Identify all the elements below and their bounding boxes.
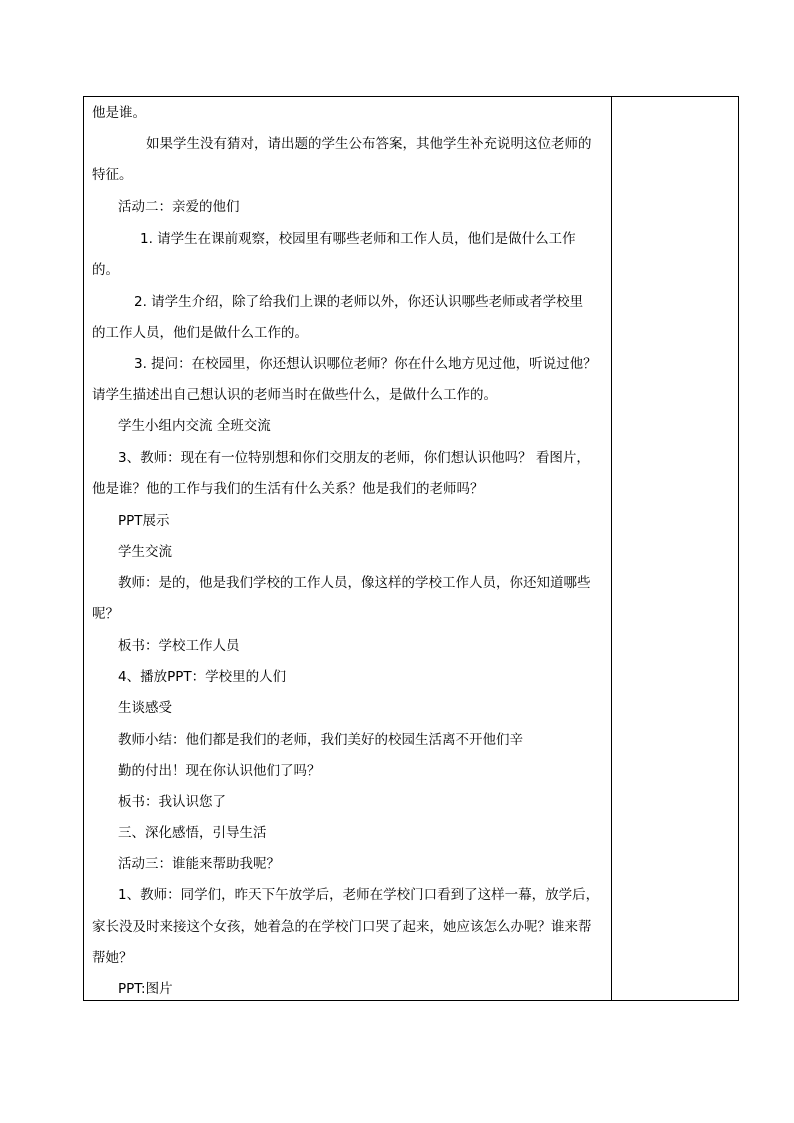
text-line: 三、深化感悟，引导生活 — [118, 825, 267, 841]
notes-cell — [612, 97, 738, 1000]
text-line: 活动三：谁能来帮助我呢？ — [118, 856, 280, 872]
text-line: 他是谁？他的工作与我们的生活有什么关系？他是我们的老师吗？ — [92, 481, 484, 497]
text-line: 如果学生没有猜对，请出题的学生公布答案，其他学生补充说明这位老师的 — [146, 136, 592, 152]
text-line: 他是谁。 — [92, 105, 146, 121]
text-line: 学生小组内交流 全班交流 — [118, 418, 271, 434]
text-line: 2. 请学生介绍，除了给我们上课的老师以外，你还认识哪些老师或者学校里 — [134, 294, 584, 310]
text-line: 勤的付出！现在你认识他们了吗？ — [118, 763, 321, 779]
text-line: 的。 — [92, 262, 119, 278]
text-line: 3、教师：现在有一位特别想和你们交朋友的老师，你们想认识他吗？ 看图片， — [118, 450, 590, 466]
text-line: 家长没及时来接这个女孩，她着急的在学校门口哭了起来，她应该怎么办呢？谁来帮 — [92, 919, 592, 935]
text-line: 请学生描述出自己想认识的老师当时在做些什么，是做什么工作的。 — [92, 387, 497, 403]
text-line: 教师小结：他们都是我们的老师，我们美好的校园生活离不开他们辛 — [118, 732, 523, 748]
text-line: 学生交流 — [118, 544, 172, 560]
text-line: PPT:图片 — [118, 981, 173, 997]
text-line: 板书：我认识您了 — [118, 794, 226, 810]
text-line: 生谈感受 — [118, 700, 172, 716]
text-line: 活动二：亲爱的他们 — [118, 199, 240, 215]
text-line: 板书：学校工作人员 — [118, 638, 240, 654]
text-line: PPT展示 — [118, 513, 170, 529]
text-line: 1、教师：同学们，昨天下午放学后，老师在学校门口看到了这样一幕，放学后， — [118, 887, 600, 903]
text-line: 特征。 — [92, 167, 133, 183]
text-line: 1. 请学生在课前观察，校园里有哪些老师和工作人员，他们是做什么工作 — [140, 231, 576, 247]
text-line: 4、播放PPT：学校里的人们 — [118, 669, 287, 685]
text-line: 教师：是的，他是我们学校的工作人员，像这样的学校工作人员，你还知道哪些 — [118, 575, 591, 591]
text-line: 帮她？ — [92, 950, 133, 966]
lesson-table — [83, 96, 739, 1001]
text-line: 呢？ — [92, 606, 119, 622]
text-line: 3. 提问：在校园里，你还想认识哪位老师？你在什么地方见过他，听说过他？ — [134, 356, 597, 372]
text-line: 的工作人员，他们是做什么工作的。 — [92, 325, 308, 341]
